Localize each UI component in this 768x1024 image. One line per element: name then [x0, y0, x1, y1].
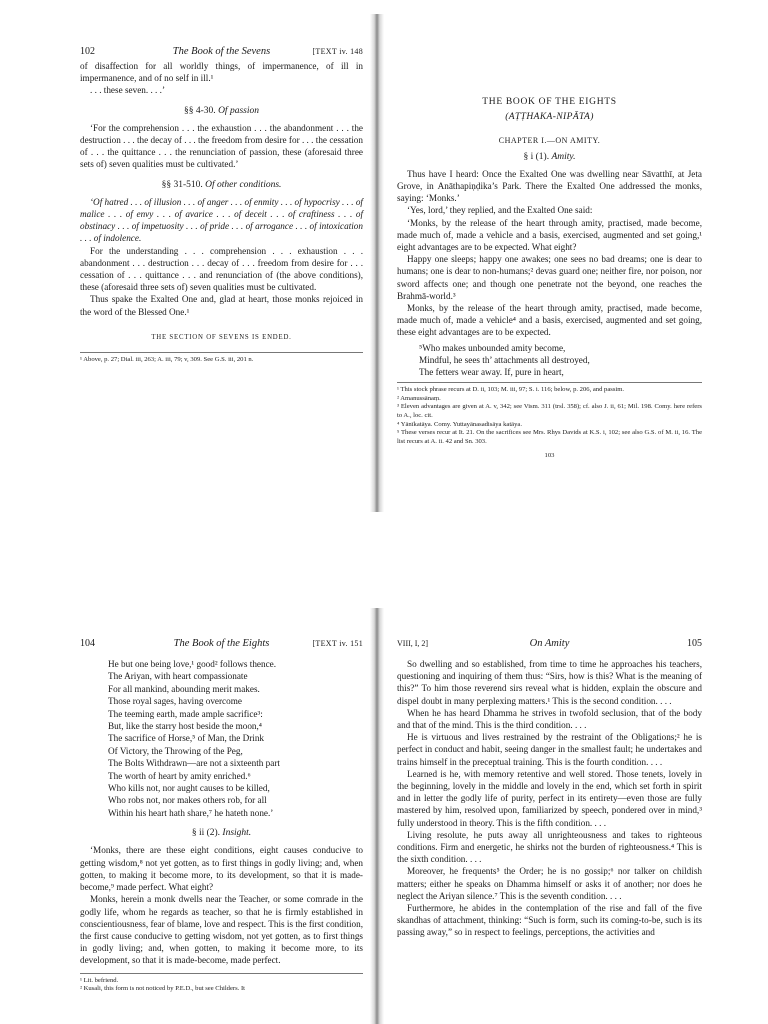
running-title: On Amity	[529, 638, 570, 649]
section-number: §§ 31-510.	[161, 179, 203, 190]
paragraph: So dwelling and so established, from time to time he approaches his teachers, questioning and inquiring of them thus: “Sirs, how is this? What is the meaning of this?” To him those reverend sirs reveal what is hidden, explain the obscure and dispel doubt in many perplexing matters.¹ This is the second condition. . . .	[397, 659, 702, 706]
paragraph: ‘Monks, by the release of the heart through amity, practised, made become, made much of, made a vehicle and a basis, exercised, augmented and set going,¹ eight advantages are to be expected. What eight?	[397, 217, 702, 253]
verse-line: The fetters wear away. If, pure in heart,	[419, 367, 564, 378]
paragraph: ‘For the comprehension . . . the exhaustion . . . the abandonment . . . the destruction . . . the decay of . . . the freedom from desire for . . . the cessation of . . . the quittance . . . the renunciation of passion, these (aforesaid three sets of) seven qualities must be cultivated.’	[80, 122, 363, 170]
paragraph: . . . these seven. . . .’	[90, 85, 166, 96]
paragraph: Living resolute, he puts away all unrighteousness and takes to righteous conditions. Firm and energetic, he shirks not the burden of righteousness.⁴ This is the sixth condition. . . .	[397, 829, 702, 865]
section-number: §§ 4-30.	[184, 105, 216, 116]
section-title: Of passion	[218, 105, 259, 116]
paragraph: When he has heard Dhamma he strives in twofold seclusion, that of the body and that of the mind. This is the third condition. . . .	[397, 707, 702, 731]
paragraph: Happy one sleeps; happy one awakes; one sees no bad dreams; one is dear to humans; one is dear to non-humans;² devas guard one; neither fire, nor poison, nor sword affects one; and though one penetrate not the beyond, one reaches the Brahmā-world.³	[397, 254, 702, 301]
footnote: ² Kusali, this form is not noticed by P.E.D., but see Childers. It	[80, 985, 245, 993]
footnote: ¹ This stock phrase recurs at D. ii, 103; M. iii, 97; S. i. 116; below, p. 206, and passim.	[397, 386, 624, 394]
section-title: Amity.	[551, 151, 576, 162]
book-subtitle: (AṬṬHAKA-NIPĀTA)	[505, 112, 594, 123]
verse-line: Who kills not, nor aught causes to be killed,	[108, 783, 270, 794]
page-number: 104	[80, 638, 95, 649]
section-heading	[397, 151, 702, 163]
text-reference: [TEXT iv. 148	[312, 47, 363, 56]
footnote: ¹ Lit. befriend.	[80, 976, 119, 984]
verse-line: The Bolts Withdrawn—are not a sixteenth part	[108, 758, 280, 769]
section-title: Of other conditions.	[205, 179, 282, 190]
verse-line: He but one being love,¹ good² follows thence.	[108, 659, 277, 669]
footnote: ² Amanussānaṃ.	[397, 394, 441, 402]
book-title: THE BOOK OF THE EIGHTS	[482, 97, 617, 107]
section-number: § ii (2).	[191, 828, 221, 839]
running-title: The Book of the Sevens	[172, 46, 271, 57]
footnote: ⁵ These verses recur at It. 21. On the sacrifices see Mrs. Rhys Davids at K.S. i, 102; see also G.S. of M. ii, 16. The list recurs at A. ii. 42 and Sn. 303.	[397, 429, 702, 445]
verse-line: The worth of heart by amity enriched.⁶	[108, 770, 251, 781]
paragraph: He is virtuous and lives restrained by the restraint of the Obligations;² he is perfect in conduct and habit, seeing danger in the smallest fault; he undertakes and trains himself in the preceptual training. This is the fourth condition. . . .	[397, 732, 702, 767]
verse-line: Of Victory, the Throwing of the Peg,	[108, 745, 243, 756]
paragraph: ‘Monks, there are these eight conditions, eight causes conducive to getting wisdom,⁸ not yet gotten, as to first things in godly living; and, when gotten, to making it become more, to its development, so that it is made-become,⁹ made perfect. What eight?	[80, 845, 363, 893]
footnote-rule	[80, 352, 363, 353]
verse-line: For all mankind, abounding merit makes.	[108, 683, 260, 694]
section-heading	[80, 105, 363, 117]
paragraph: Monks, by the release of the heart through amity, practised, made become, made much of, made a vehicle⁴ and a basis, exercised, augmented and set going, these eight advantages are to be expected.	[397, 303, 702, 338]
verse-line: Mindful, he sees th’ attachments all destroyed,	[419, 354, 590, 365]
verse-line: Within his heart hath share,⁷ he hateth none.’	[108, 807, 274, 818]
paragraph: Furthermore, he abides in the contemplation of the rise and fall of the five skandhas of attachment, thinking: “Such is form, such its coming-to-be, such is its passing away,” so in respect to feelings, perceptions, the activities and	[397, 903, 702, 938]
running-title: The Book of the Eights	[173, 638, 270, 649]
footnote: ³ Eleven advantages are given at A. v, 342; see Vism. 311 (trsl. 358); cf. also J. ii, 61; Mil. 198. Comy. here refers to A., loc. cit.	[397, 403, 702, 420]
paragraph: Thus have I heard: Once the Exalted One was dwelling near Sāvatthī, at Jeta Grove, in Anāthapiṇḍika’s Park. There the Exalted One addressed the monks, saying: ‘Monks.’	[397, 168, 702, 204]
verse-line: The teeming earth, made ample sacrifice³:	[108, 708, 263, 719]
paragraph: Thus spake the Exalted One and, glad at heart, those monks rejoiced in the word of the Blessed One.¹	[80, 294, 363, 317]
paragraph: For the understanding . . . comprehension . . . exhaustion . . . abandonment . . . destruction . . . decay of . . . freedom from desire for . . . cessation of . . . quittance . . . and renunciation of (the above conditions), these (aforesaid three sets of) seven qualities must be cultivated.	[80, 245, 363, 293]
text-reference: [TEXT iv. 151	[312, 639, 363, 648]
page-105	[397, 512, 702, 939]
page-number: 105	[687, 638, 702, 649]
poem	[108, 658, 363, 819]
book-gutter	[370, 14, 384, 512]
verse-line: Who robs not, nor makes others rob, for all	[108, 795, 267, 806]
section-number: § i (1).	[523, 151, 550, 162]
page-number: 102	[80, 46, 95, 57]
verse-line: But, like the starry host beside the moon,⁴	[108, 721, 263, 732]
footnote: ¹ Above, p. 27; Dial. iii, 263; A. iii, 79; v, 309. See G.S. iii, 201 n.	[80, 356, 254, 364]
page-number: 103	[544, 452, 555, 460]
running-head	[397, 638, 702, 652]
verse-line: Those royal sages, having overcome	[108, 696, 242, 707]
footnote: ⁴ Yānīkatāya. Comy. Yuttayānasadisāya katāya.	[397, 420, 522, 428]
page-102	[80, 0, 363, 365]
section-end-note: THE SECTION OF SEVENS IS ENDED.	[151, 333, 292, 341]
footnote-rule	[80, 973, 363, 974]
verse-line: ⁵Who makes unbounded amity become,	[419, 342, 566, 353]
section-title: Insight.	[222, 828, 252, 839]
chapter-heading: CHAPTER I.—ON AMITY.	[498, 136, 601, 146]
paragraph: Monks, herein a monk dwells near the Teacher, or some comrade in the godly life, whom he regards as teacher, so that he is firmly established in conscientiousness, fear of blame, love and respect. This is the first condition, the first cause conducive to getting wisdom, not yet gotten, as to first things in godly living; and, when gotten, to making it become more, to its development, so that it is made-become, made perfect.	[80, 894, 363, 966]
book-gutter	[370, 608, 384, 1024]
page-103	[397, 0, 702, 463]
section-heading	[80, 179, 363, 191]
verse-line: The sacrifice of Horse,⁵ of Man, the Drink	[108, 733, 265, 744]
paragraph: Moreover, he frequents⁵ the Order; he is no gossip;⁶ nor talker on childish matters; either he speaks on Dhamma himself or asks it of another; nor does he neglect the Ariyan silence.⁷ This is the seventh condition. . . .	[397, 866, 702, 901]
bottom-spread	[0, 512, 768, 1024]
page-104	[80, 512, 363, 994]
running-head	[80, 638, 363, 652]
paragraph: ‘Of hatred . . . of illusion . . . of anger . . . of enmity . . . of hypocrisy . . . of malice . . . of envy . . . of avarice . . . of deceit . . . of craftiness . . . of obstinacy . . . of impetuosity . . . of pride . . . of arrogance . . . of intoxication . . . of indolence.	[80, 196, 363, 244]
chapter-reference: VIII, I, 2]	[397, 639, 429, 648]
paragraph: of disaffection for all worldly things, of impermanence, of ill in impermanence, and of no self in ill.¹	[80, 61, 363, 84]
footnote-rule	[397, 382, 702, 383]
running-head	[80, 46, 363, 60]
paragraph: Learned is he, with memory retentive and well stored. Those tenets, lovely in the beginning, lovely in the middle and lovely in the end, which set forth in spirit and in letter the godly life of purity, perfect in its entirety—even those are fully mastered by him, resolved upon, familiarized by speech, pondered over in mind,³ fully understood in theory. This is the fifth condition. . . .	[397, 768, 702, 828]
section-heading	[80, 827, 363, 839]
verse-line: The Ariyan, with heart compassionate	[108, 671, 248, 682]
paragraph: ‘Yes, lord,’ they replied, and the Exalted One said:	[407, 205, 593, 216]
verse	[419, 342, 702, 379]
